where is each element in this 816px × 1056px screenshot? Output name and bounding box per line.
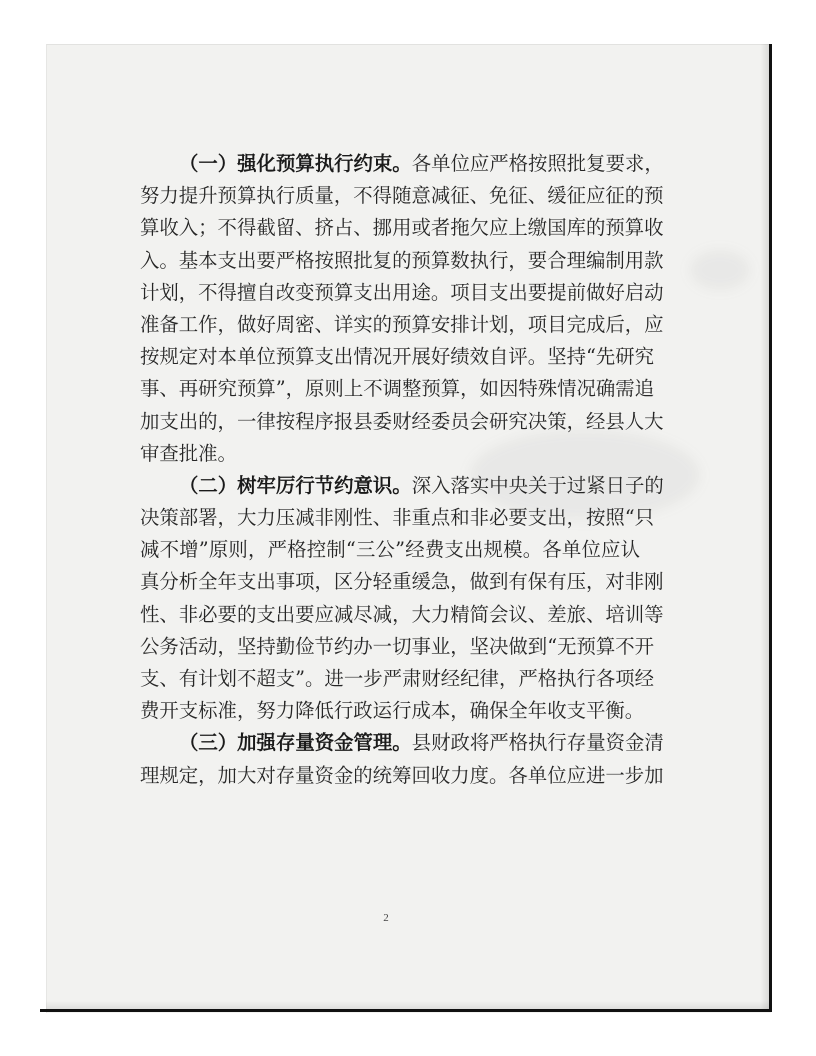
scan-right-shadow xyxy=(760,44,769,1012)
body-text xyxy=(140,148,664,792)
paragraph-1-text: 各单位应严格按照批复要求， xyxy=(411,152,664,175)
text-line: 性、非必要的支出要应减尽减，大力精简会议、差旅、培训等 xyxy=(140,602,664,626)
text-line: 加支出的，一律按程序报县委财经委员会研究决策，经县人大 xyxy=(140,409,664,433)
paragraph-1-heading: （一）强化预算执行约束。 xyxy=(179,152,412,175)
scan-bottom-shadow xyxy=(46,1001,770,1009)
text-line: 努力提升预算执行质量，不得随意减征、免征、缓征应征的预 xyxy=(140,184,664,208)
paragraph-3-heading: （三）加强存量资金管理。 xyxy=(179,731,412,755)
paragraph-3-text: 县财政将严格执行存量资金清 xyxy=(411,731,664,755)
text-line: 事、再研究预算”，原则上不调整预算，如因特殊情况确需追 xyxy=(140,377,655,401)
text-line: 准备工作，做好周密、详实的预算安排计划，项目完成后，应 xyxy=(140,312,664,336)
text-line: 减不增”原则，严格控制“三公”经费支出规模。各单位应认 xyxy=(140,538,640,562)
page-number: 2 xyxy=(383,912,389,924)
paragraph-2-text: 深入落实中央关于过紧日子的 xyxy=(411,473,664,497)
paragraph-2-heading: （二）树牢厉行节约意识。 xyxy=(179,473,412,497)
text-line: 公务活动，坚持勤俭节约办一切事业，坚决做到“无预算不开 xyxy=(140,634,655,658)
paragraph-1-line-1 xyxy=(140,148,664,180)
text-line: 决策部署，大力压减非刚性、非重点和非必要支出，按照“只 xyxy=(140,506,655,530)
scan-smudge xyxy=(690,250,750,290)
scan-right-edge xyxy=(769,44,772,1012)
text-line: 审查批准。 xyxy=(140,441,237,465)
text-line: 真分析全年支出事项，区分轻重缓急，做到有保有压，对非刚 xyxy=(140,570,664,594)
text-line: 计划，不得擅自改变预算支出用途。项目支出要提前做好启动 xyxy=(140,280,664,304)
text-line: 理规定，加大对存量资金的统筹回收力度。各单位应进一步加 xyxy=(140,763,664,787)
paragraph-3-line-1 xyxy=(140,727,664,759)
scan-bottom-edge xyxy=(40,1009,772,1012)
text-line: 费开支标准，努力降低行政运行成本，确保全年收支平衡。 xyxy=(140,699,645,723)
text-line: 入。基本支出要严格按照批复的预算数执行，要合理编制用款 xyxy=(140,248,664,272)
paragraph-2-line-1 xyxy=(140,470,664,502)
text-line: 按规定对本单位预算支出情况开展好绩效自评。坚持“先研究 xyxy=(140,345,655,369)
text-line: 支、有计划不超支”。进一步严肃财经纪律，严格执行各项经 xyxy=(140,667,655,690)
text-line: 算收入；不得截留、挤占、挪用或者拖欠应上缴国库的预算收 xyxy=(140,216,664,240)
